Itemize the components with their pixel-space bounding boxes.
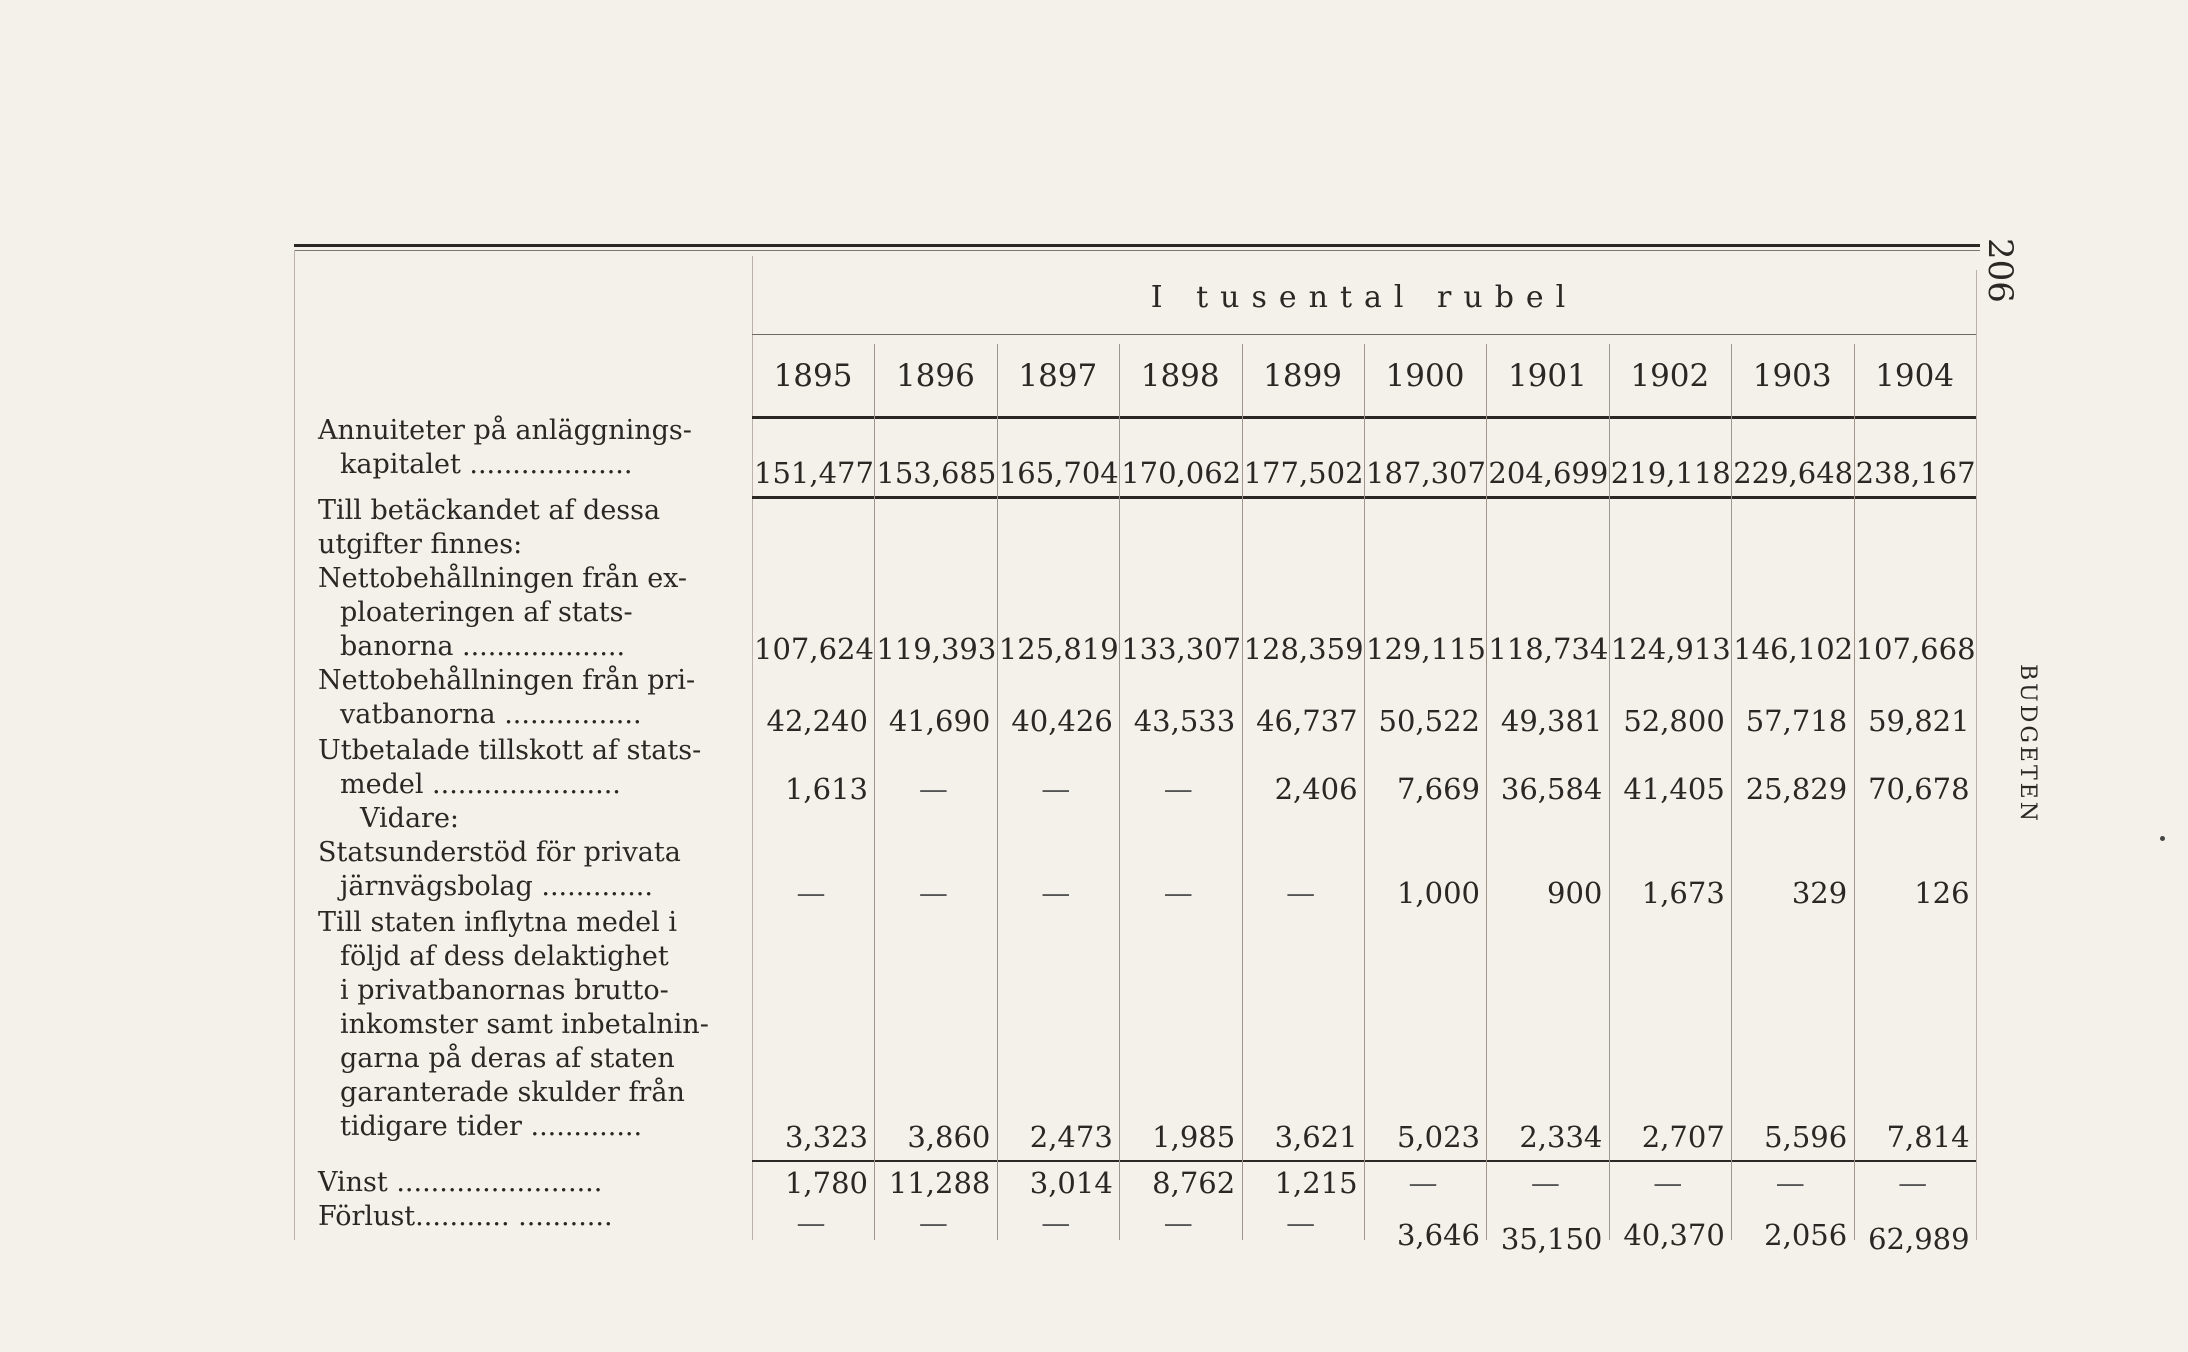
column-separator bbox=[874, 344, 875, 1240]
table-cell: 900 bbox=[1547, 876, 1603, 910]
table-cell: 40,370 bbox=[1623, 1218, 1725, 1252]
label-line: inkomster samt inbetalnin- bbox=[340, 1009, 709, 1040]
column-separator bbox=[1242, 344, 1243, 1240]
column-separator bbox=[1731, 344, 1732, 1240]
table-cell: 3,860 bbox=[907, 1120, 991, 1154]
table-cell: 50,522 bbox=[1378, 704, 1480, 738]
table-cell: — bbox=[1408, 1166, 1438, 1200]
table-cell: 3,014 bbox=[1029, 1166, 1113, 1200]
label-line: Nettobehållningen från ex- bbox=[318, 563, 688, 594]
row-label-private-company-support bbox=[318, 836, 730, 904]
table-cell: — bbox=[918, 1206, 948, 1240]
table-cell: 126 bbox=[1914, 876, 1970, 910]
label-line: Nettobehållningen från pri- bbox=[318, 665, 696, 696]
column-separator bbox=[1854, 344, 1855, 1240]
row-label-state-receipts bbox=[318, 906, 730, 1144]
table-cell: 5,023 bbox=[1396, 1120, 1480, 1154]
label-line: Förlust........... ........... bbox=[318, 1201, 613, 1232]
table-cell: 1,780 bbox=[784, 1166, 868, 1200]
table-cell: 70,678 bbox=[1868, 772, 1970, 806]
table-cell: 133,307 bbox=[1121, 632, 1242, 666]
table-cell: 177,502 bbox=[1243, 456, 1364, 490]
table-cell: — bbox=[1286, 876, 1316, 910]
table-cell: 25,829 bbox=[1745, 772, 1848, 806]
table-cell: 35,150 bbox=[1500, 1222, 1603, 1256]
table-cell: 2,473 bbox=[1029, 1120, 1113, 1154]
row-label-private-railways bbox=[318, 664, 730, 732]
year-header: 1900 bbox=[1385, 358, 1465, 394]
year-header: 1904 bbox=[1875, 358, 1955, 394]
table-cell: 170,062 bbox=[1121, 456, 1242, 490]
row-label-annuities bbox=[318, 414, 730, 482]
year-header: 1895 bbox=[773, 358, 853, 394]
table-cell: 165,704 bbox=[998, 456, 1119, 490]
label-line: medel ...................... bbox=[340, 769, 621, 800]
label-column-border bbox=[752, 256, 753, 1240]
row-label-coverage-heading bbox=[318, 494, 730, 562]
column-separator bbox=[1609, 344, 1610, 1240]
table-cell: 2,056 bbox=[1764, 1218, 1848, 1252]
table-cell: — bbox=[1286, 1206, 1316, 1240]
label-line: i privatbanornas brutto- bbox=[340, 975, 669, 1006]
running-head: BUDGETEN bbox=[2015, 664, 2040, 824]
table-cell: 229,648 bbox=[1733, 456, 1854, 490]
table-cell: 1,000 bbox=[1396, 876, 1480, 910]
table-cell: 2,707 bbox=[1641, 1120, 1725, 1154]
table-cell: — bbox=[918, 876, 948, 910]
year-header: 1898 bbox=[1140, 358, 1220, 394]
label-line: banorna ................... bbox=[340, 631, 626, 662]
table-cell: — bbox=[1530, 1166, 1560, 1200]
row-label-profit bbox=[318, 1166, 730, 1200]
table-cell: 151,477 bbox=[754, 456, 874, 490]
column-separator bbox=[1486, 344, 1487, 1240]
left-border bbox=[294, 250, 295, 1240]
table-cell: — bbox=[1898, 1166, 1928, 1200]
label-line: Vidare: bbox=[360, 803, 460, 834]
table-cell: 219,118 bbox=[1610, 456, 1731, 490]
table-cell: 43,533 bbox=[1133, 704, 1236, 738]
table-cell: 41,405 bbox=[1623, 772, 1725, 806]
table-cell: 36,584 bbox=[1500, 772, 1603, 806]
print-speck bbox=[2160, 836, 2165, 841]
table-cell: — bbox=[1163, 876, 1193, 910]
row-label-loss bbox=[318, 1200, 730, 1234]
label-line: tidigare tider ............. bbox=[340, 1111, 643, 1142]
table-cell: 238,167 bbox=[1855, 456, 1976, 490]
page-number: 206 bbox=[1980, 238, 2020, 303]
label-line: kapitalet ................... bbox=[340, 449, 633, 480]
table-cell: — bbox=[1163, 772, 1193, 806]
table-cell: 5,596 bbox=[1764, 1120, 1848, 1154]
table-cell: 128,359 bbox=[1243, 632, 1364, 666]
table-cell: — bbox=[1163, 1206, 1193, 1240]
table-cell: 125,819 bbox=[998, 632, 1119, 666]
table-cell: 2,334 bbox=[1519, 1120, 1603, 1154]
table-cell: 129,115 bbox=[1366, 632, 1486, 666]
label-line: ploateringen af stats- bbox=[340, 597, 633, 628]
table-cell: 1,613 bbox=[784, 772, 868, 806]
table-cell: 107,624 bbox=[754, 632, 874, 666]
table-cell: 187,307 bbox=[1366, 456, 1486, 490]
table-right-border bbox=[1976, 270, 1977, 1240]
top-rule-thin bbox=[294, 250, 1980, 251]
table-cell: 119,393 bbox=[876, 632, 997, 666]
table-cell: 107,668 bbox=[1855, 632, 1976, 666]
top-rule bbox=[294, 244, 1980, 247]
table-cell: 59,821 bbox=[1868, 704, 1970, 738]
table-cell: 11,288 bbox=[888, 1166, 991, 1200]
year-header: 1902 bbox=[1630, 358, 1710, 394]
table-cell: 329 bbox=[1791, 876, 1848, 910]
table-cell: 1,985 bbox=[1152, 1120, 1236, 1154]
label-line: följd af dess delaktighet bbox=[340, 941, 669, 972]
table-cell: 52,800 bbox=[1623, 704, 1725, 738]
table-cell: 118,734 bbox=[1488, 632, 1609, 666]
year-header: 1897 bbox=[1018, 358, 1098, 394]
caption-rule bbox=[752, 334, 1976, 335]
table-cell: 146,102 bbox=[1733, 632, 1854, 666]
year-header: 1903 bbox=[1752, 358, 1832, 394]
table-cell: 3,621 bbox=[1274, 1120, 1358, 1154]
table-cell: 8,762 bbox=[1152, 1166, 1236, 1200]
table-cell: 1,673 bbox=[1641, 876, 1725, 910]
row-label-further-heading bbox=[318, 802, 730, 836]
label-line: garna på deras af staten bbox=[340, 1043, 675, 1074]
table-cell: 1,215 bbox=[1274, 1166, 1358, 1200]
label-line: järnvägsbolag ............. bbox=[340, 871, 653, 902]
table-cell: 42,240 bbox=[766, 704, 868, 738]
label-line: Utbetalade tillskott af stats- bbox=[318, 735, 702, 766]
label-line: vatbanorna ................ bbox=[340, 699, 642, 730]
label-line: Vinst ........................ bbox=[318, 1167, 603, 1198]
label-line: utgifter finnes: bbox=[318, 529, 523, 560]
table-cell: — bbox=[1041, 1206, 1071, 1240]
row-label-state-subsidies bbox=[318, 734, 730, 802]
table-cell: — bbox=[796, 1206, 826, 1240]
table-cell: 124,913 bbox=[1610, 632, 1731, 666]
label-line: Annuiteter på anläggnings- bbox=[318, 415, 692, 446]
label-line: Till betäckandet af dessa bbox=[318, 495, 661, 526]
table-cell: — bbox=[1041, 772, 1071, 806]
table-cell: — bbox=[796, 876, 826, 910]
table-cell: — bbox=[1041, 876, 1071, 910]
column-separator bbox=[1364, 344, 1365, 1240]
table-cell: 3,646 bbox=[1396, 1218, 1480, 1252]
table-cell: 3,323 bbox=[784, 1120, 868, 1154]
table-cell: — bbox=[918, 772, 948, 806]
table-cell: 153,685 bbox=[876, 456, 997, 490]
label-line: garanterade skulder från bbox=[340, 1077, 685, 1108]
table-cell: 7,814 bbox=[1886, 1120, 1970, 1154]
label-line: Till staten inflytna medel i bbox=[318, 907, 678, 938]
year-header: 1901 bbox=[1507, 358, 1587, 394]
table-cell: 46,737 bbox=[1256, 704, 1358, 738]
column-separator bbox=[997, 344, 998, 1240]
row-label-state-railways bbox=[318, 562, 730, 664]
table-caption: I tusental rubel bbox=[1150, 280, 1578, 315]
column-separator bbox=[1119, 344, 1120, 1240]
year-header: 1896 bbox=[895, 358, 975, 394]
table-cell: 41,690 bbox=[888, 704, 991, 738]
table-cell: 2,406 bbox=[1274, 772, 1358, 806]
table-cell: 204,699 bbox=[1488, 456, 1609, 490]
year-header: 1899 bbox=[1263, 358, 1343, 394]
table-cell: 7,669 bbox=[1396, 772, 1480, 806]
label-line: Statsunderstöd för privata bbox=[318, 837, 681, 868]
table-cell: — bbox=[1775, 1166, 1805, 1200]
table-cell: 62,989 bbox=[1868, 1222, 1970, 1256]
table-cell: 40,426 bbox=[1011, 704, 1113, 738]
table-cell: 57,718 bbox=[1745, 704, 1848, 738]
table-cell: 49,381 bbox=[1500, 704, 1603, 738]
table-cell: — bbox=[1653, 1166, 1683, 1200]
